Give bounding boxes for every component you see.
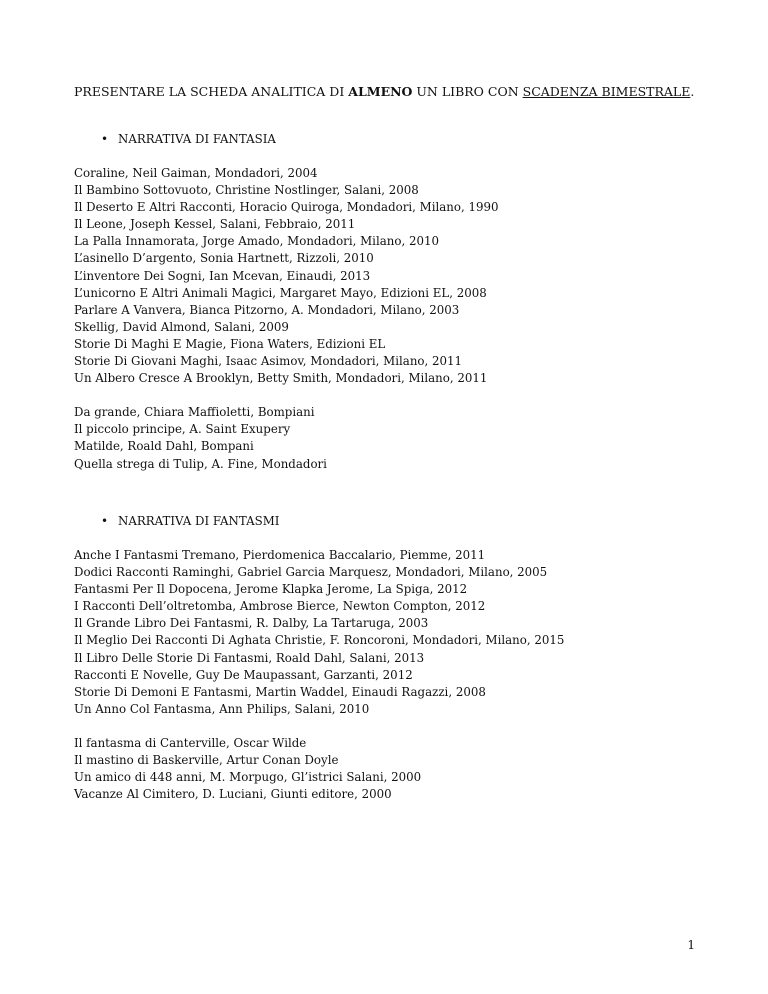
book-entry: Il Libro Delle Storie Di Fantasmi, Roald Dahl, Salani, 2013 [74, 650, 425, 665]
page-number: 1 [687, 938, 695, 952]
ghost-book-list-secondary [74, 735, 714, 803]
book-entry: Il fantasma di Canterville, Oscar Wilde [74, 735, 307, 750]
book-entry: Vacanze Al Cimitero, D. Luciani, Giunti editore, 2000 [74, 787, 392, 802]
fantasy-book-list-primary [74, 165, 714, 387]
book-entry: Da grande, Chiara Maffioletti, Bompiani [74, 405, 315, 420]
fantasy-section [74, 130, 714, 473]
book-entry: Fantasmi Per Il Dopocena, Jerome Klapka Jerome, La Spiga, 2012 [74, 582, 468, 597]
book-entry: L’unicorno E Altri Animali Magici, Margaret Mayo, Edizioni EL, 2008 [74, 285, 487, 300]
book-entry: Racconti E Novelle, Guy De Maupassant, Garzanti, 2012 [74, 667, 413, 682]
instruction-deadline: SCADENZA BIMESTRALE [522, 84, 691, 99]
section-spacing [74, 148, 714, 165]
fantasy-heading-row [101, 130, 714, 148]
ghost-book-list-primary [74, 547, 714, 718]
fantasy-heading: NARRATIVA DI FANTASIA [118, 132, 276, 146]
ghost-heading: NARRATIVA DI FANTASMI [118, 514, 280, 528]
bullet-icon: • [101, 132, 109, 146]
book-entry: Un amico di 448 anni, M. Morpugo, Gl’istrici Salani, 2000 [74, 770, 422, 785]
book-entry: Coraline, Neil Gaiman, Mondadori, 2004 [74, 166, 318, 180]
ghost-heading-row [101, 512, 714, 530]
book-entry: Il Grande Libro Dei Fantasmi, R. Dalby, La Tartaruga, 2003 [74, 616, 429, 631]
book-entry: Parlare A Vanvera, Bianca Pitzorno, A. Mondadori, Milano, 2003 [74, 302, 460, 317]
book-entry: Storie Di Maghi E Magie, Fiona Waters, Edizioni EL [74, 336, 386, 351]
book-entry: Matilde, Roald Dahl, Bompani [74, 439, 254, 454]
book-entry: Il Deserto E Altri Racconti, Horacio Quiroga, Mondadori, Milano, 1990 [74, 200, 499, 215]
book-entry: L’asinello D’argento, Sonia Hartnett, Rizzoli, 2010 [74, 251, 374, 266]
list-spacing [74, 718, 714, 735]
book-entry: Anche I Fantasmi Tremano, Pierdomenica Baccalario, Piemme, 2011 [74, 548, 486, 562]
book-entry: L’inventore Dei Sogni, Ian Mcevan, Einaudi, 2013 [74, 268, 371, 283]
book-entry: Il Meglio Dei Racconti Di Aghata Christie, F. Roncoroni, Mondadori, Milano, 2015 [74, 633, 565, 648]
book-entry: La Palla Innamorata, Jorge Amado, Mondadori, Milano, 2010 [74, 234, 439, 249]
section-spacing [74, 530, 714, 547]
book-entry: Un Anno Col Fantasma, Ann Philips, Salani, 2010 [74, 701, 370, 716]
instruction-suffix: . [690, 84, 695, 99]
ghost-section [74, 512, 714, 803]
book-entry: Il mastino di Baskerville, Artur Conan Doyle [74, 753, 339, 768]
list-spacing [74, 387, 714, 404]
instruction-middle: UN LIBRO CON [412, 84, 523, 99]
book-entry: Storie Di Giovani Maghi, Isaac Asimov, Mondadori, Milano, 2011 [74, 354, 463, 369]
instruction-prefix: PRESENTARE LA SCHEDA ANALITICA DI [74, 84, 349, 99]
book-entry: Skellig, David Almond, Salani, 2009 [74, 319, 289, 334]
book-entry: Il Leone, Joseph Kessel, Salani, Febbraio, 2011 [74, 217, 356, 232]
book-entry: Quella strega di Tulip, A. Fine, Mondadori [74, 456, 327, 471]
assignment-instruction [74, 82, 694, 102]
fantasy-book-list-secondary [74, 404, 714, 472]
book-entry: Storie Di Demoni E Fantasmi, Martin Waddel, Einaudi Ragazzi, 2008 [74, 684, 486, 699]
bullet-icon: • [101, 514, 109, 528]
book-entry: Il Bambino Sottovuoto, Christine Nostlinger, Salani, 2008 [74, 183, 419, 198]
book-entry: Il piccolo principe, A. Saint Exupery [74, 422, 291, 437]
book-entry: Dodici Racconti Raminghi, Gabriel Garcia Marquesz, Mondadori, Milano, 2005 [74, 565, 548, 580]
book-entry: Un Albero Cresce A Brooklyn, Betty Smith, Mondadori, Milano, 2011 [74, 371, 488, 386]
instruction-emphasis: ALMENO [348, 84, 413, 99]
book-entry: I Racconti Dell’oltretomba, Ambrose Bierce, Newton Compton, 2012 [74, 599, 486, 614]
